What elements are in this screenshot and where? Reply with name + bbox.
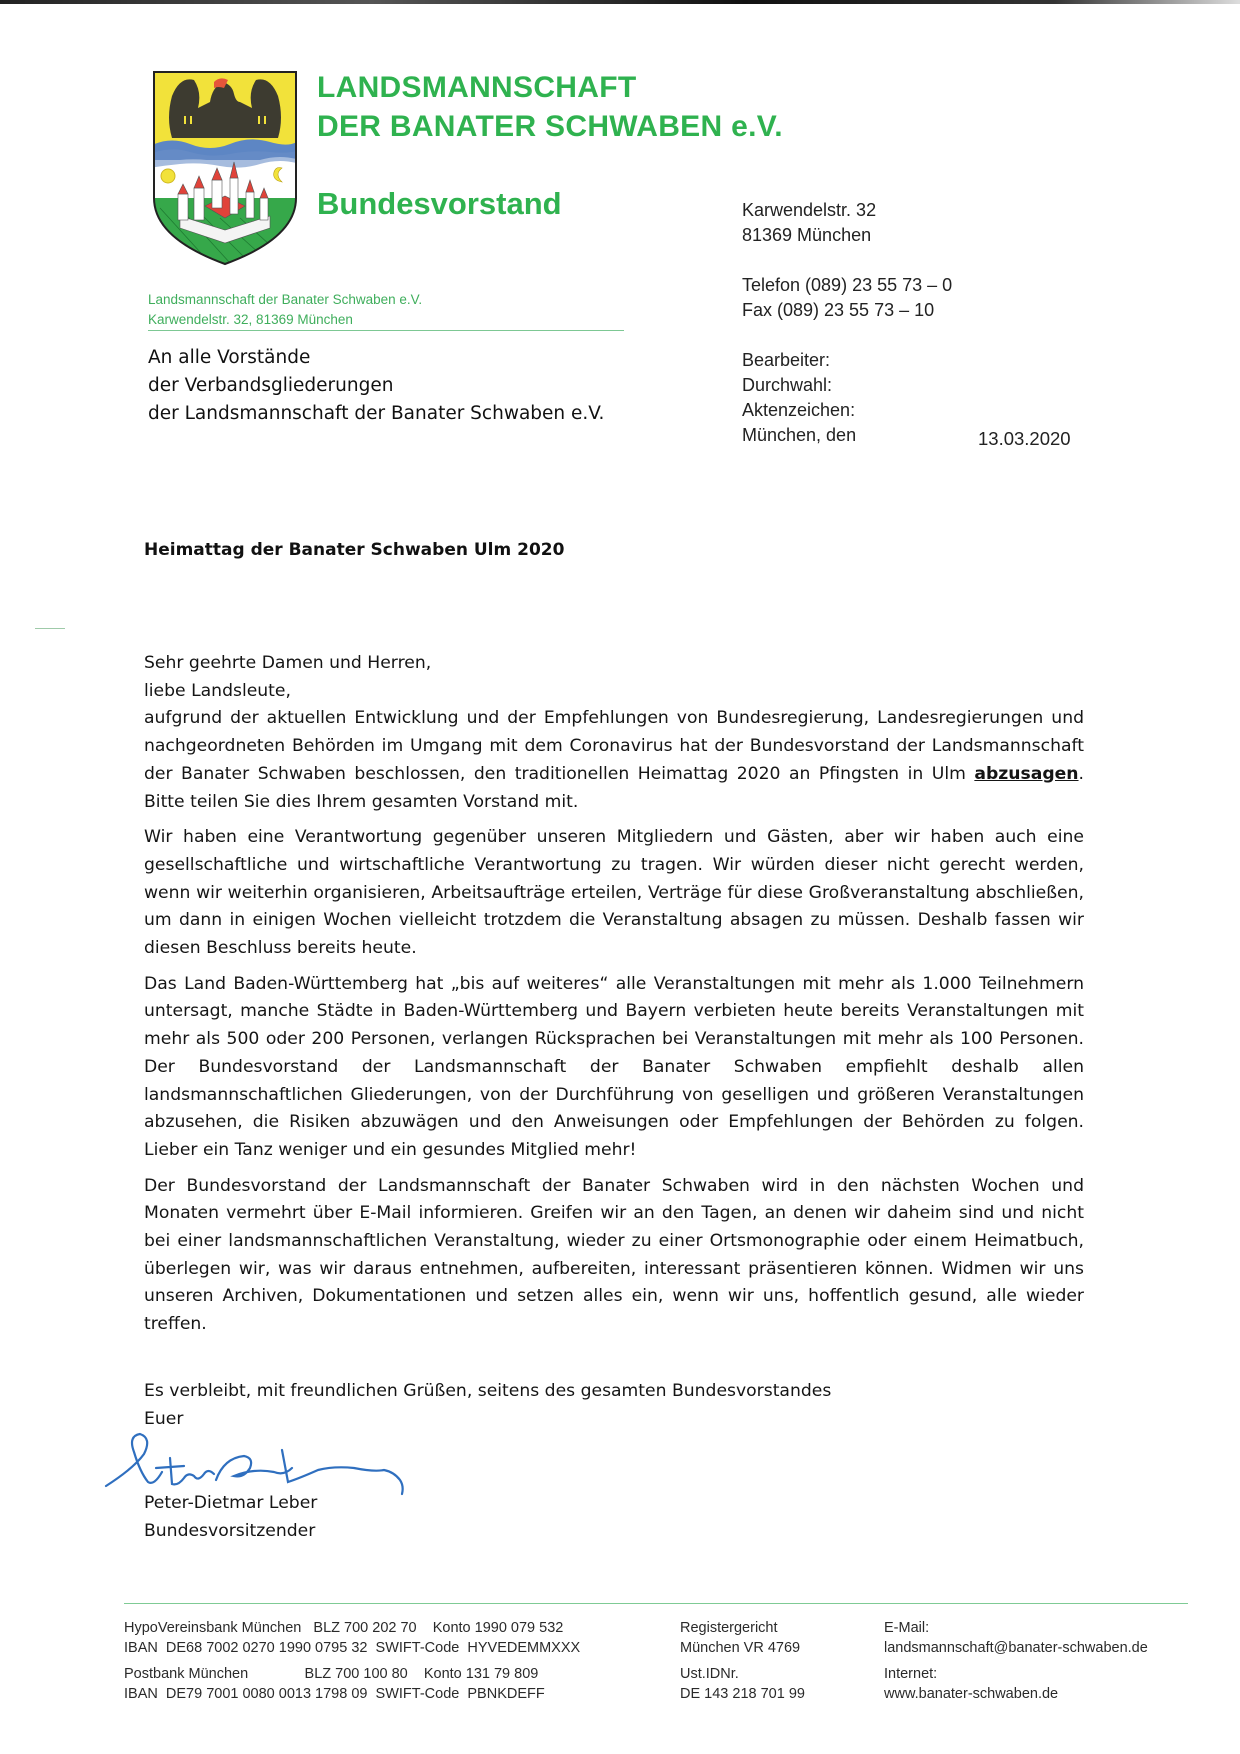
editor-label: Bearbeiter: (742, 350, 831, 370)
salutation-2: liebe Landsleute, (144, 680, 291, 701)
contact-phone: Telefon (089) 23 55 73 – 0 (742, 275, 953, 295)
contact-block (742, 198, 952, 448)
reference-label: Aktenzeichen: (742, 400, 856, 420)
recipient-line-1: An alle Vorstände (148, 347, 311, 368)
letter-body (144, 650, 1084, 1347)
scan-edge (0, 0, 1240, 4)
letter-date: 13.03.2020 (978, 428, 1071, 449)
signer-name: Peter-Dietmar Leber (144, 1493, 318, 1513)
department-title: Bundesvorstand (317, 186, 562, 221)
fold-mark (35, 628, 65, 629)
footer-divider (124, 1603, 1188, 1604)
closing (144, 1378, 831, 1433)
place-date-label: München, den (742, 425, 857, 445)
footer-bank-details (124, 1618, 580, 1704)
cancel-emphasis: abzusagen (974, 763, 1079, 784)
closing-line-2: Euer (144, 1408, 184, 1429)
extension-label: Durchwahl: (742, 375, 833, 395)
salutation-1: Sehr geehrte Damen und Herren, (144, 653, 432, 673)
signer (144, 1490, 317, 1545)
recipient-line-3: der Landsmannschaft der Banater Schwaben e.V. (148, 403, 605, 424)
email-label: E-Mail: (884, 1620, 930, 1636)
organization-name-line1: LANDSMANNSCHAFT (317, 71, 637, 104)
paragraph-4: Der Bundesvorstand der Landsmannschaft der Banater Schwaben wird in den nächsten Wochen und Monaten vermehrt über E-Mail informieren. Greifen wir an den Tagen, an denen wir daheim sind und nicht bei einer landsmannschaftlichen Veranstaltung, wieder zu einer Ortsmonographie oder einem Heimatbuch, überlegen wir, was wir daraus entnehmen, aufbereiten, interessant präsentieren können. Widmen wir uns unseren Archiven, Dokumentationen und setzen alles ein, wenn wir uns, hoffentlich gesund, alle wieder treffen. (144, 1175, 1084, 1335)
recipient-address (148, 344, 604, 428)
paragraph-3: Das Land Baden-Württemberg hat „bis auf weiteres“ alle Veranstaltungen mit mehr als 1.000 Teilnehmern untersagt, manche Städte in Baden-Württemberg und Bayern verbieten heute bereits Veranstaltungen mit mehr als 500 oder 200 Personen, verlangen Rücksprachen bei Veranstaltungen mit mehr als 100 Personen. Der Bundesvorstand der Landsmannschaft der Banater Schwaben empfiehlt deshalb allen landsmannschaftlichen Gliederungen, von der Durchführung von geselligen und größeren Veranstaltungen abzusehen, die Risiken abzuwägen und den Anweisungen oder Empfehlungen der Behörden zu folgen. Lieber ein Tanz weniger und ein gesundes Mitglied mehr! (144, 973, 1084, 1160)
sender-line-2: Karwendelstr. 32, 81369 München (148, 312, 353, 327)
vat-label: Ust.IDNr. (680, 1666, 739, 1682)
bank2-line-1: Postbank München BLZ 700 100 80 Konto 131 79 809 (124, 1666, 539, 1682)
sender-divider (148, 330, 624, 331)
bank1-line-1: HypoVereinsbank München BLZ 700 202 70 Konto 1990 079 532 (124, 1620, 564, 1636)
recipient-line-2: der Verbandsgliederungen (148, 375, 394, 396)
sender-return-address (148, 290, 422, 330)
letter-subject: Heimattag der Banater Schwaben Ulm 2020 (144, 540, 565, 560)
register-label: Registergericht (680, 1620, 778, 1636)
vat-value: DE 143 218 701 99 (680, 1686, 805, 1702)
closing-line-1: Es verbleibt, mit freundlichen Grüßen, seitens des gesamten Bundesvorstandes (144, 1381, 832, 1401)
signature-icon (104, 1428, 464, 1498)
paragraph-1 (144, 705, 1084, 816)
website-link[interactable]: www.banater-schwaben.de (884, 1686, 1059, 1702)
paragraph-2: Wir haben eine Verantwortung gegenüber unseren Mitgliedern und Gästen, aber wir haben auch eine gesellschaftliche und wirtschaftliche Verantwortung zu tragen. Wir würden dieser nicht gerecht werden, wenn wir weiterhin organisieren, Arbeitsaufträge erteilen, Verträge für diese Großveranstaltung abschließen, um dann in einigen Wochen vielleicht trotzdem die Veranstaltung absagen zu müssen. Deshalb fassen wir diesen Beschluss bereits heute. (144, 827, 1084, 959)
footer-registry (680, 1618, 805, 1704)
paragraph-1-end: . Bitte teilen Sie dies Ihrem gesamten Vorstand mit. (144, 763, 1084, 812)
bank1-line-2: IBAN DE68 7002 0270 1990 0795 32 SWIFT-Code HYVEDEMMXXX (124, 1640, 581, 1656)
coat-of-arms-icon (150, 68, 300, 268)
organization-name-line2: DER BANATER SCHWABEN e.V. (317, 110, 783, 143)
signer-title: Bundesvorsitzender (144, 1520, 316, 1541)
contact-street: Karwendelstr. 32 (742, 200, 877, 220)
email-link[interactable]: landsmannschaft@banater-schwaben.de (884, 1640, 1148, 1656)
paragraph-1-text: aufgrund der aktuellen Entwicklung und der Empfehlungen von Bundesregierung, Landesregierungen und nachgeordneten Behörden im Umgang mit dem Coronavirus hat der Bundesvorstand der Landsmannschaft der Banater Schwaben beschlossen, den traditionellen Heimattag 2020 an Pfingsten in Ulm (144, 708, 1084, 784)
contact-city: 81369 München (742, 225, 872, 245)
sender-line-1: Landsmannschaft der Banater Schwaben e.V. (148, 292, 423, 307)
footer-contact (884, 1618, 1148, 1704)
register-value: München VR 4769 (680, 1640, 801, 1656)
web-label: Internet: (884, 1666, 938, 1682)
organization-name (317, 68, 783, 146)
bank2-line-2: IBAN DE79 7001 0080 0013 1798 09 SWIFT-Code PBNKDEFF (124, 1686, 545, 1702)
contact-fax: Fax (089) 23 55 73 – 10 (742, 300, 935, 320)
